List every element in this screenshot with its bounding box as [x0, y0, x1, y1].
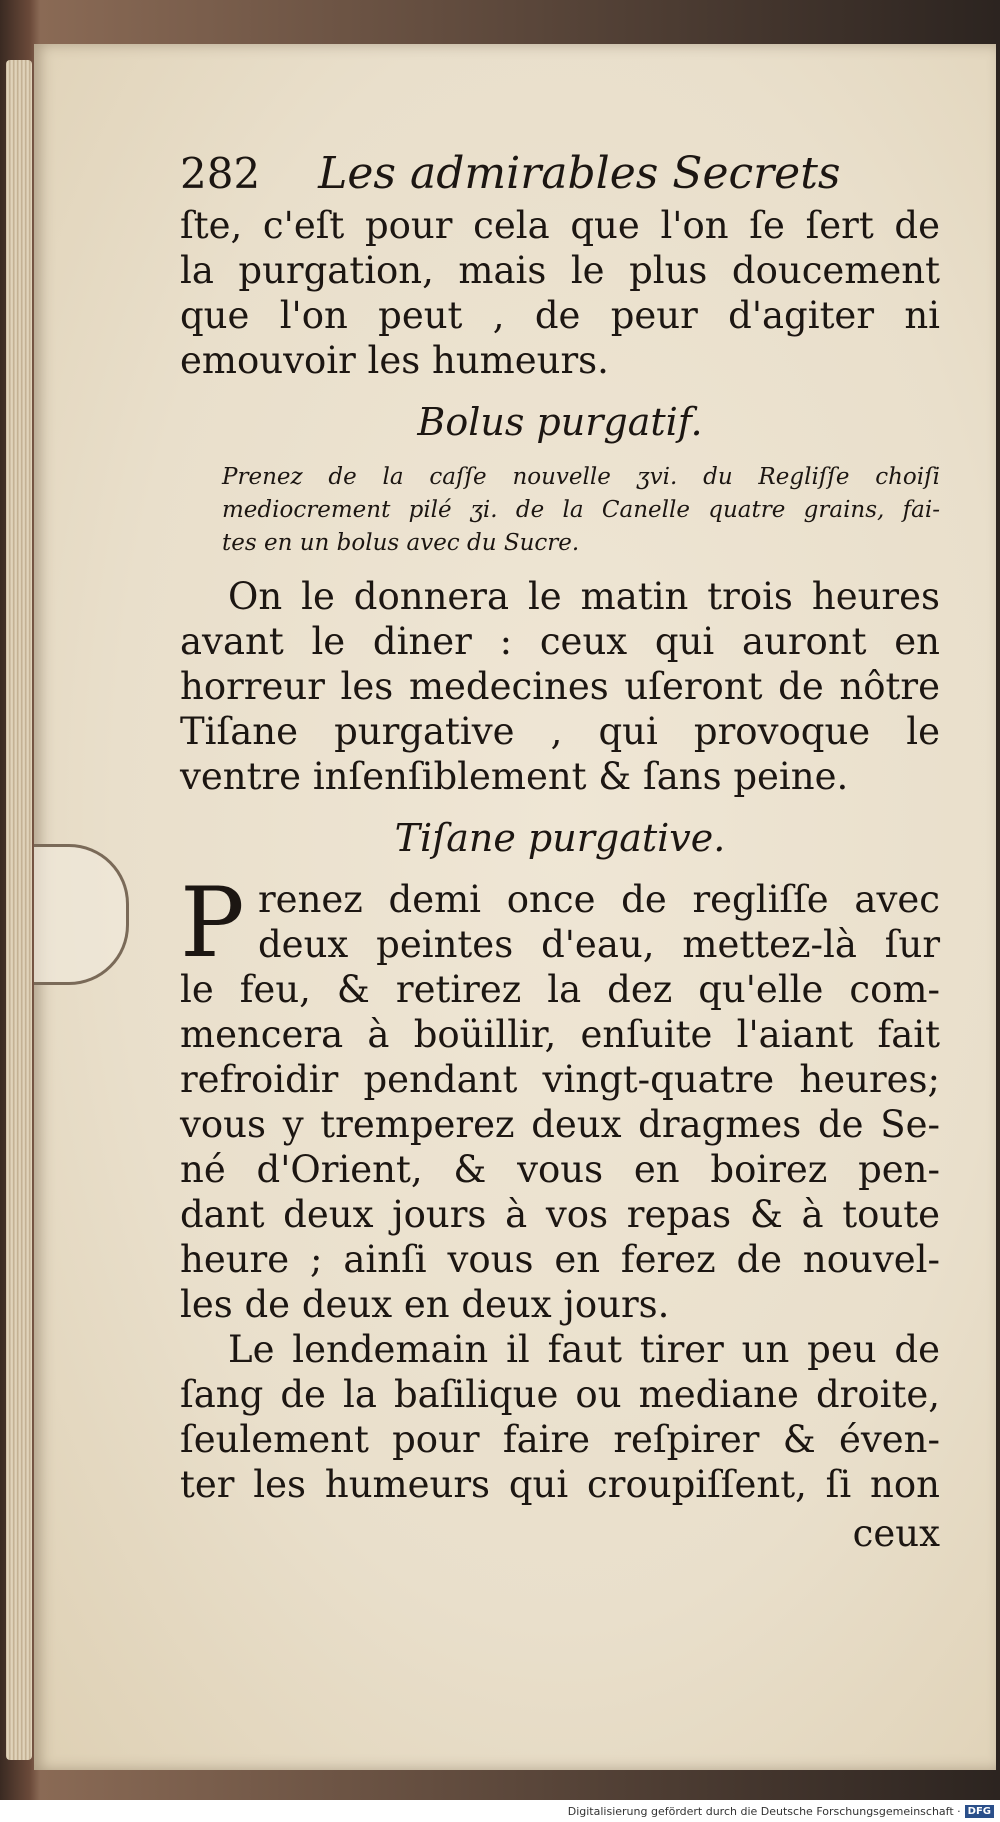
text-line: dant deux jours à vos repas & à toute — [180, 1193, 940, 1236]
paragraph-3 — [180, 867, 940, 1327]
text-line: mencera à boüillir, enſuite l'aiant fait — [180, 1013, 940, 1056]
text-line: emouvoir les humeurs. — [180, 339, 609, 382]
section-heading-tisane: Tiſane purgative. — [394, 816, 726, 860]
book-fore-edge — [6, 60, 32, 1760]
text-line: ventre inſenſiblement & ſans peine. — [180, 755, 849, 798]
text-line: ſang de la baſilique ou mediane droite, — [180, 1373, 940, 1416]
text-line: ter les humeurs qui croupiſſent, ſi non — [180, 1463, 940, 1506]
text-line: renez demi once de regliſſe avec — [258, 878, 940, 921]
dfg-logo: DFG — [965, 1805, 994, 1818]
recipe-line: Prenez de la caſſe nouvelle ʒvi. du Regliſſe choiſi — [222, 464, 940, 490]
text-line: le feu, & retirez la dez qu'elle com- — [180, 968, 940, 1011]
page-number: 282 — [180, 149, 261, 198]
text-line: né d'Orient, & vous en boirez pen- — [180, 1148, 940, 1191]
text-line: vous y tremperez deux dragmes de Se- — [180, 1103, 940, 1146]
catchword: ceux — [852, 1512, 940, 1555]
text-line: que l'on peut , de peur d'agiter ni — [180, 294, 940, 337]
section-heading-bolus: Bolus purgatif. — [417, 400, 703, 444]
text-line: Le lendemain il faut tirer un peu de — [228, 1328, 940, 1371]
text-line: deux peintes d'eau, mettez-là ſur — [258, 923, 940, 966]
text-line: ſeulement pour faire reſpirer & éven- — [180, 1418, 940, 1461]
text-line: heure ; ainſi vous en ferez de nouvel- — [180, 1238, 940, 1281]
digitization-credit-bar — [0, 1800, 1000, 1822]
text-line: horreur les medecines uſeront de nôtre — [180, 665, 940, 708]
paragraph-1 — [180, 203, 940, 383]
text-line: avant le diner : ceux qui auront en — [180, 620, 940, 663]
text-line: ſte, c'eſt pour cela que l'on ſe ſert de — [180, 204, 940, 247]
recipe-line: mediocrement pilé ʒi. de la Canelle quatre grains, fai- — [222, 497, 940, 523]
text-line: On le donnera le matin trois heures — [228, 575, 940, 618]
drop-cap: P — [180, 867, 245, 979]
running-title: Les admirables Secrets — [318, 148, 841, 199]
text-line: la purgation, mais le plus doucement — [180, 249, 940, 292]
text-line: Tiſane purgative , qui provoque le — [180, 710, 940, 753]
paragraph-2 — [180, 574, 940, 799]
recipe-line: tes en un bolus avec du Sucre. — [222, 530, 580, 556]
recipe-block — [180, 461, 940, 560]
page-clip-tab — [34, 844, 129, 985]
running-head — [180, 148, 940, 199]
page-text — [180, 148, 940, 1556]
paragraph-4 — [180, 1327, 940, 1507]
digitization-credit: Digitalisierung gefördert durch die Deutsche Forschungsgemeinschaft · — [567, 1804, 961, 1818]
text-line: refroidir pendant vingt-quatre heures; — [180, 1058, 940, 1101]
text-line: les de deux en deux jours. — [180, 1283, 670, 1326]
